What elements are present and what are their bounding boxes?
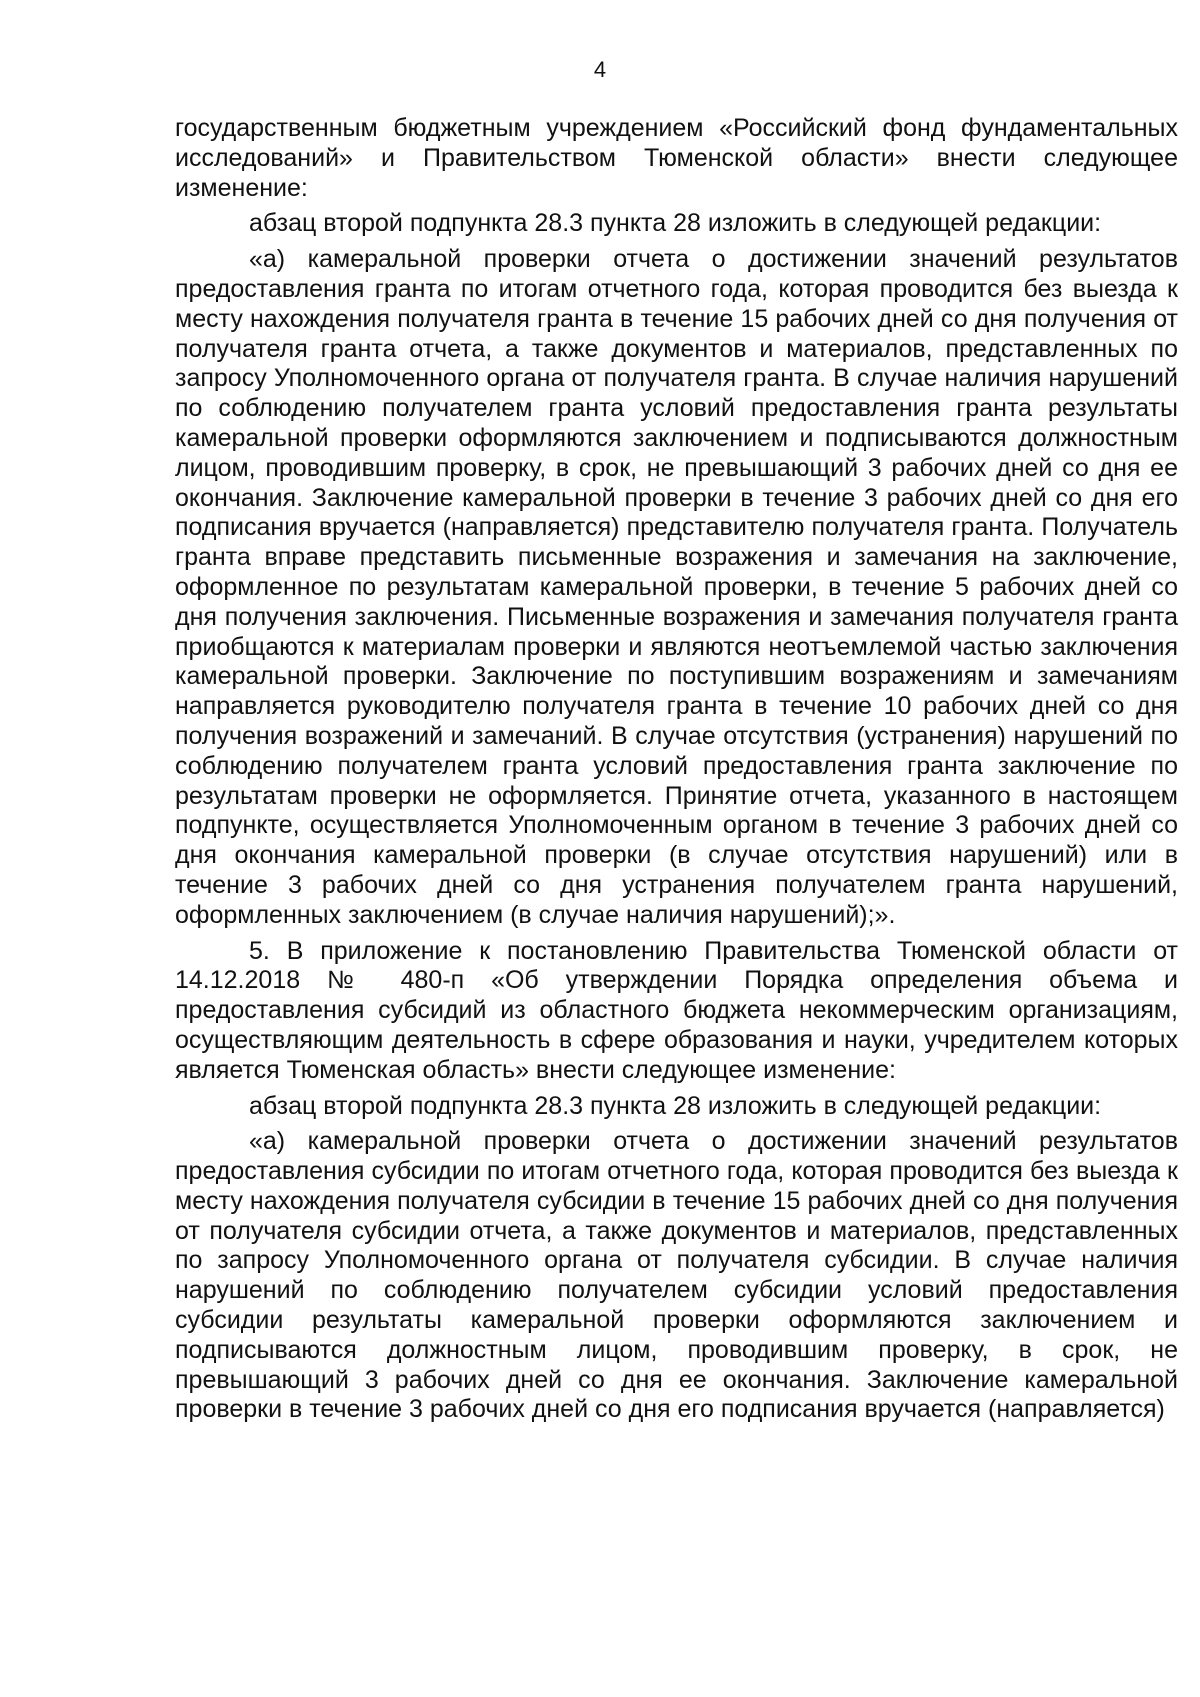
paragraph-amendment-instruction: абзац второй подпункта 28.3 пункта 28 изложить в следующей редакции: [249,209,1102,238]
paragraph-continuation: государственным бюджетным учреждением «Российский фонд фундаментальных исследований» и Правительством Тюменской области» внести следующее изменение: [175,114,1178,202]
document-body [175,114,1178,1431]
paragraph-item-5: 5. В приложение к постановлению Правительства Тюменской области от 14.12.2018 № 480-п «Об утверждении Порядка определения объема и предоставления субсидий из областного бюджета некоммерческим организациям, осуществляющим деятельность в сфере образования и науки, учредителем которых является Тюменская область» внести следующее изменение: [175,936,1178,1084]
paragraph-amendment-instruction-2: абзац второй подпункта 28.3 пункта 28 изложить в следующей редакции: [249,1091,1102,1120]
paragraph-grant-inspection-text: «а) камеральной проверки отчета о достижении значений результатов предоставления гранта по итогам отчетного года, которая проводится без выезда к месту нахождения получателя гранта в течение 15 рабочих дней со дня получения от получателя гранта отчета, а также документов и материалов, представленных по запросу Уполномоченного органа от получателя гранта. В случае наличия нарушений по соблюдению получателем гранта условий предоставления гранта результаты камеральной проверки оформляются заключением и подписываются должностным лицом, проводившим проверку, в срок, не превышающий 3 рабочих дней со дня ее окончания. Заключение камеральной проверки в течение 3 рабочих дней со дня его подписания вручается (направляется) представителю получателя гранта. Получатель гранта вправе представить письменные возражения и замечания на заключение, оформленное по результатам камеральной проверки, в течение 5 рабочих дней со дня получения заключения. Письменные возражения и замечания получателя гранта приобщаются к материалам проверки и являются неотъемлемой частью заключения камеральной проверки. Заключение по поступившим возражениям и замечаниям направляется руководителю получателя гранта в течение 10 рабочих дней со дня получения возражений и замечаний. В случае отсутствия (устранения) нарушений по соблюдению получателем гранта условий предоставления гранта заключение по результатам проверки не оформляется. Принятие отчета, указанного в настоящем подпункте, осуществляется Уполномоченным органом в течение 3 рабочих дней со дня окончания камеральной проверки (в случае отсутствия нарушений) или в течение 3 рабочих дней со дня устранения получателем гранта нарушений, оформленных заключением (в случае наличия нарушений);». [175,245,1178,929]
page-number: 4 [593,57,607,82]
paragraph-subsidy-inspection-text: «а) камеральной проверки отчета о достижении значений результатов предоставления субсидии по итогам отчетного года, которая проводится без выезда к месту нахождения получателя субсидии в течение 15 рабочих дней со дня получения от получателя субсидии отчета, а также документов и материалов, представленных по запросу Уполномоченного органа от получателя субсидии. В случае наличия нарушений по соблюдению получателем субсидии условий предоставления субсидии результаты камеральной проверки оформляются заключением и подписываются должностным лицом, проводившим проверку, в срок, не превышающий 3 рабочих дней со дня ее окончания. Заключение камеральной проверки в течение 3 рабочих дней со дня его подписания вручается (направляется) [175,1127,1178,1424]
